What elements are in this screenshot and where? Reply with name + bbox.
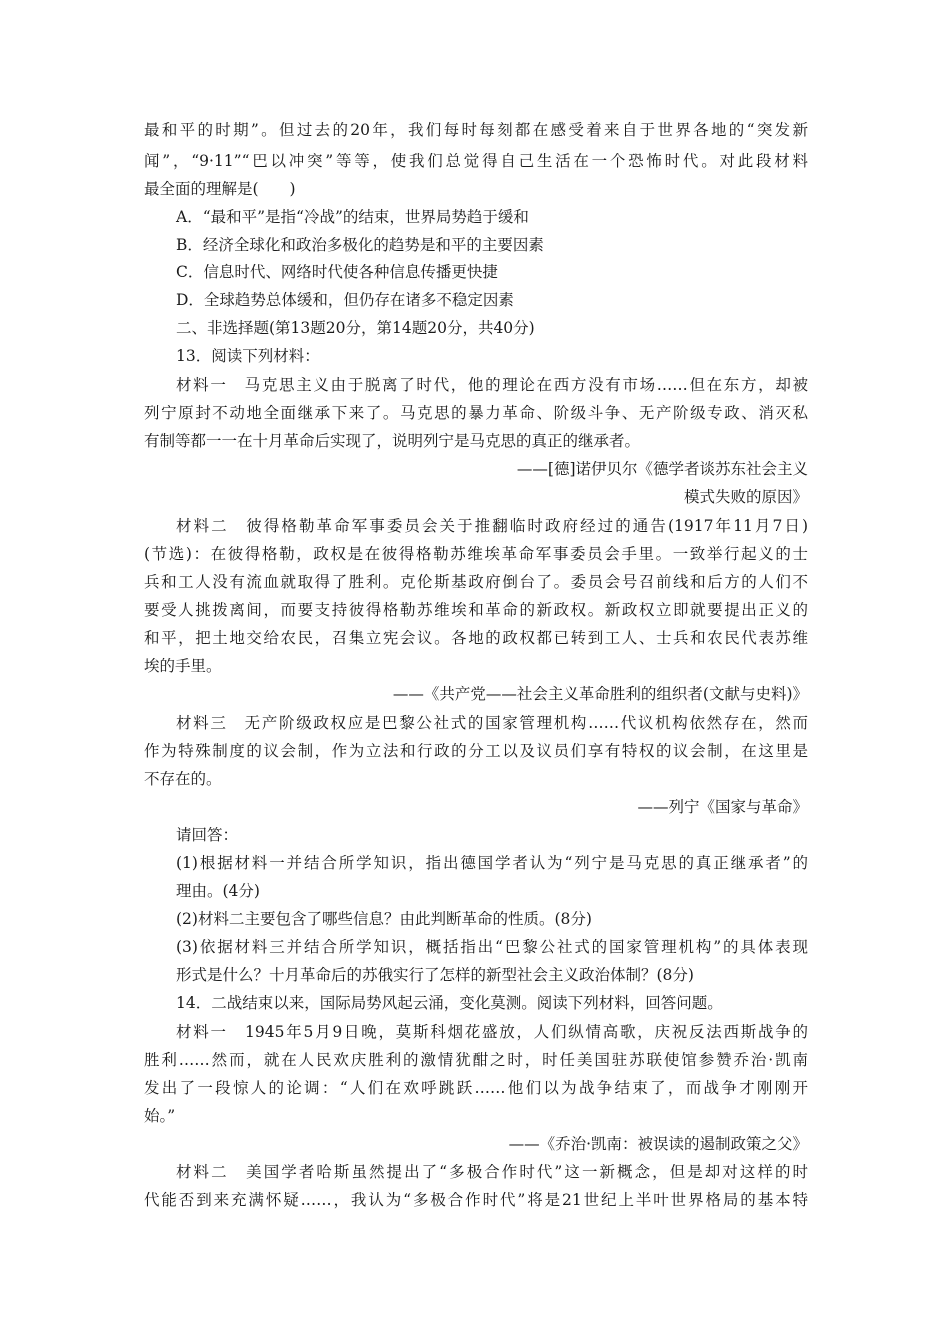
text-line: 发出了一段惊人的论调：“人们在欢呼跳跃……他们以为战争结束了，而战争才刚刚开 <box>144 1079 808 1097</box>
citation: ——《乔治·凯南：被误读的遏制政策之父》 <box>508 1135 808 1153</box>
text-line: 作为特殊制度的议会制，作为立法和行政的分工以及议员们享有特权的议会制，在这里是 <box>144 742 808 760</box>
text-line: 兵和工人没有流血就取得了胜利。克伦斯基政府倒台了。委员会号召前线和后方的人们不 <box>144 573 808 591</box>
sub-question-3: (3)依据材料三并结合所学知识，概括指出“巴黎公社式的国家管理机构”的具体表现 <box>176 938 808 956</box>
text-line: 和平，把土地交给农民，召集立宪会议。各地的政权都已转到工人、士兵和农民代表苏维 <box>144 629 808 647</box>
text-line: 代能否到来充满怀疑……，我认为“多极合作时代”将是21世纪上半叶世界格局的基本特 <box>144 1191 808 1209</box>
citation: ——[德]诺伊贝尔《德学者谈苏东社会主义 <box>516 460 808 478</box>
section-heading: 二、非选择题(第13题20分，第14题20分，共40分) <box>176 319 535 337</box>
option-c: C．信息时代、网络时代使各种信息传播更快捷 <box>176 263 498 281</box>
text-line: 埃的手里。 <box>144 657 222 675</box>
text-line: 闻”，“9·11”“巴以冲突”等等，使我们总觉得自己生活在一个恐怖时代。对此段材料 <box>144 152 808 170</box>
option-b: B．经济全球化和政治多极化的趋势是和平的主要因素 <box>176 236 544 254</box>
text-line: 理由。(4分) <box>176 882 260 900</box>
option-d: D．全球趋势总体缓和，但仍存在诸多不稳定因素 <box>176 291 514 309</box>
text-line: 材料二 彼得格勒革命军事委员会关于推翻临时政府经过的通告(1917年11月7日) <box>176 517 808 535</box>
question-14: 14．二战结束以来，国际局势风起云涌，变化莫测。阅读下列材料，回答问题。 <box>176 994 723 1012</box>
text-line: 最全面的理解是( ) <box>144 180 296 198</box>
text-line: (节选)：在彼得格勒，政权是在彼得格勒苏维埃革命军事委员会手里。一致举行起义的士 <box>144 545 808 563</box>
text-line: 有制等都一一在十月革命后实现了，说明列宁是马克思的真正的继承者。 <box>144 432 641 450</box>
citation: ——列宁《国家与革命》 <box>637 798 808 816</box>
text-line: 要受人挑拨离间，而要支持彼得格勒苏维埃和革命的新政权。新政权立即就要提出正义的 <box>144 601 808 619</box>
text-line: 列宁原封不动地全面继承下来了。马克思的暴力革命、阶级斗争、无产阶级专政、消灭私 <box>144 404 808 422</box>
citation: ——《共产党——社会主义革命胜利的组织者(文献与史料)》 <box>392 685 808 703</box>
sub-question-1: (1)根据材料一并结合所学知识，指出德国学者认为“列宁是马克思的真正继承者”的 <box>176 854 808 872</box>
text-line: 请回答： <box>176 826 239 844</box>
text-line: 始。” <box>144 1107 176 1125</box>
text-line: 材料一 马克思主义由于脱离了时代，他的理论在西方没有市场……但在东方，却被 <box>176 376 808 394</box>
text-line: 材料一 1945年5月9日晚，莫斯科烟花盛放，人们纵情高歌，庆祝反法西斯战争的 <box>176 1023 808 1041</box>
text-line: 材料三 无产阶级政权应是巴黎公社式的国家管理机构……代议机构依然存在，然而 <box>176 714 808 732</box>
text-line: 不存在的。 <box>144 770 222 788</box>
text-line: 胜利……然而，就在人民欢庆胜利的激情犹酣之时，时任美国驻苏联使馆参赞乔治·凯南 <box>144 1051 808 1069</box>
sub-question-2: (2)材料二主要包含了哪些信息？由此判断革命的性质。(8分) <box>176 910 592 928</box>
text-line: 最和平的时期”。但过去的20年，我们每时每刻都在感受着来自于世界各地的“突发新 <box>144 121 808 139</box>
text-line: 材料二 美国学者哈斯虽然提出了“多极合作时代”这一新概念，但是却对这样的时 <box>176 1163 808 1181</box>
text-line: 形式是什么？十月革命后的苏俄实行了怎样的新型社会主义政治体制？(8分) <box>176 966 694 984</box>
option-a: A．“最和平”是指“冷战”的结束，世界局势趋于缓和 <box>176 208 529 226</box>
citation: 模式失败的原因》 <box>683 488 808 506</box>
question-13: 13．阅读下列材料： <box>176 347 320 365</box>
